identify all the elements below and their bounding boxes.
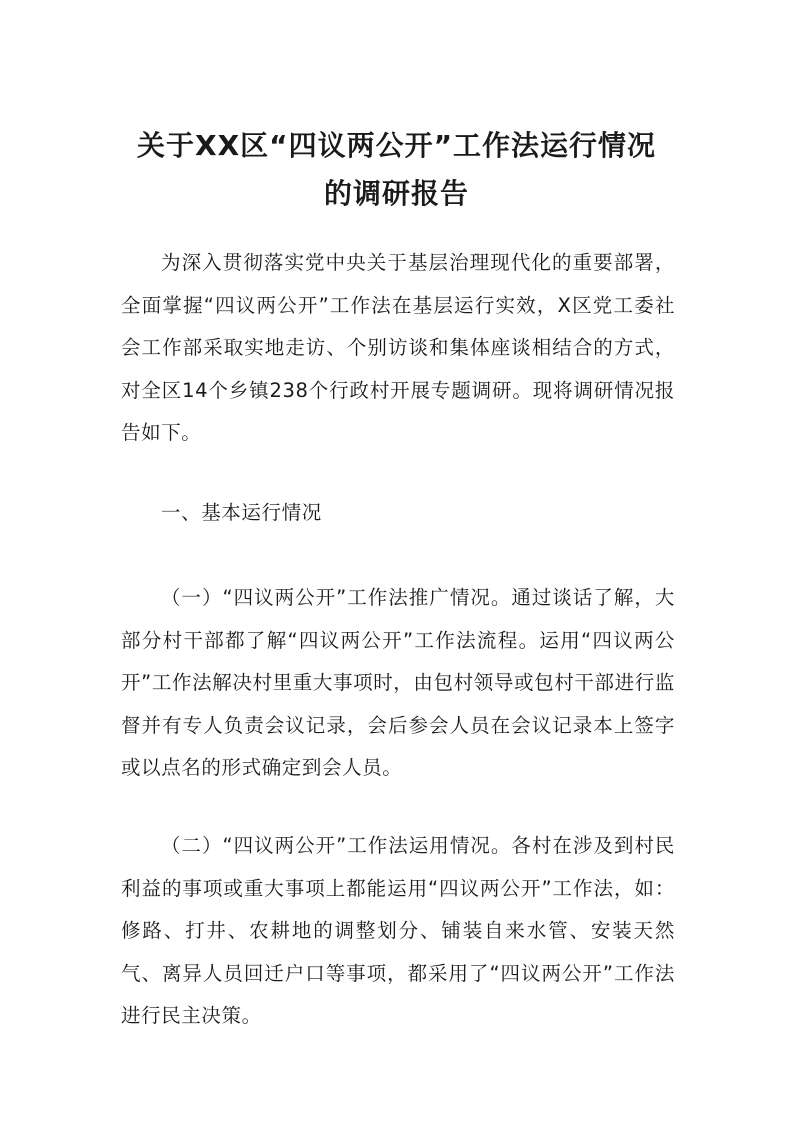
body-paragraph: （二）“四议两公开”工作法运用情况。各村在涉及到村民利益的事项或重大事项上都能运用“四议两公开”工作法，如：修路、打井、农耕地的调整划分、铺装自来水管、安装天然气、离异人员回迁户口等事项，都采用了“四议两公开”工作法进行民主决策。 bbox=[121, 834, 675, 1027]
intro-paragraph: 为深入贯彻落实党中央关于基层治理现代化的重要部署，全面掌握“四议两公开”工作法在基层运行实效，X区党工委社会工作部采取实地走访、个别访谈和集体座谈相结合的方式，对全区14个乡镇238个行政村开展专题调研。现将调研情况报告如下。 bbox=[121, 251, 675, 444]
section-heading: 一、基本运行情况 bbox=[161, 501, 322, 524]
document-title-line1: 关于XX区“四议两公开”工作法运行情况 bbox=[137, 129, 656, 162]
document-title-line2: 的调研报告 bbox=[323, 177, 469, 210]
body-paragraph: （一）“四议两公开”工作法推广情况。通过谈话了解，大部分村干部都了解“四议两公开”工作法流程。运用“四议两公开”工作法解决村里重大事项时，由包村领导或包村干部进行监督并有专人负责会议记录，会后参会人员在会议记录本上签字或以点名的形式确定到会人员。 bbox=[121, 586, 675, 779]
